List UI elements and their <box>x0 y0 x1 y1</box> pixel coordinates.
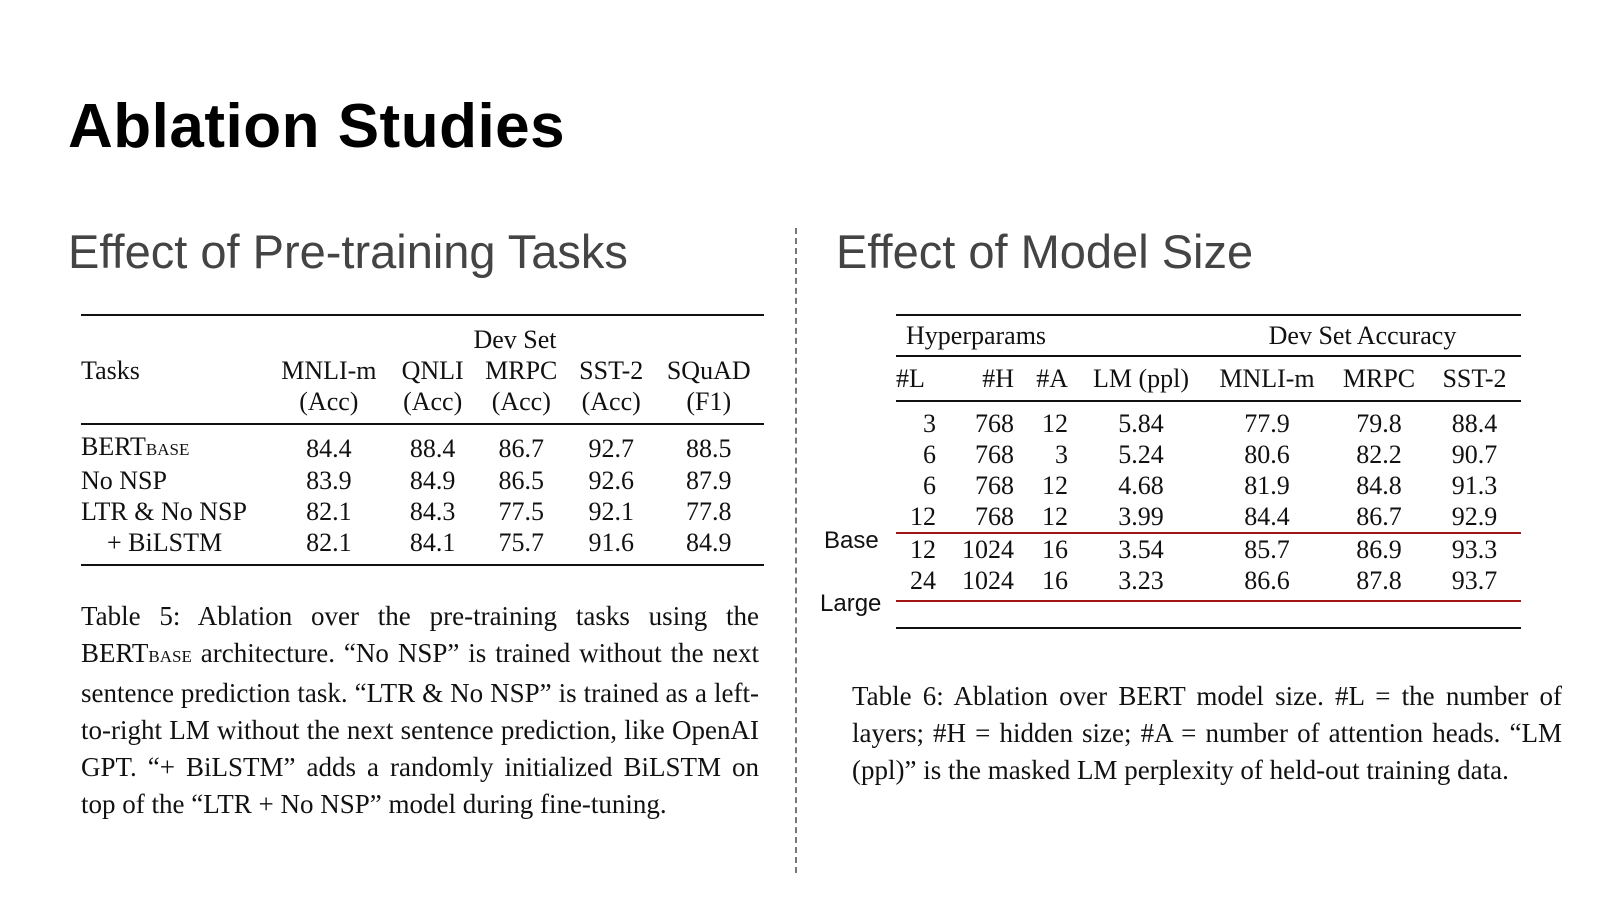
cell: 84.8 <box>1356 471 1402 500</box>
cell: 12 <box>1042 471 1068 500</box>
cell: 5.84 <box>1118 409 1164 438</box>
cell: 84.1 <box>392 527 474 565</box>
column-metric: (Acc) <box>392 386 474 424</box>
column-header: QNLI <box>401 356 464 385</box>
cell: 88.5 <box>685 433 732 463</box>
cell: 81.9 <box>1244 471 1290 500</box>
cell: 79.8 <box>1356 409 1402 438</box>
model-size-ablation-table <box>896 314 1521 602</box>
column-header: MNLI-m <box>281 356 377 385</box>
cell: 92.7 <box>588 433 634 463</box>
cell: 84.9 <box>653 527 764 565</box>
cell: 12 <box>896 501 946 533</box>
table-5-caption: Table 5: Ablation over the pre-training tasks using the BERTBASE architecture. “No NSP” is trained without the next sentence prediction task. “LTR & No NSP” is trained as a left-to-right LM without the next sentence prediction, like OpenAI GPT. “+ BiLSTM” adds a randomly initialized BiLSTM on top of the “LTR + No NSP” model during fine-tuning. <box>81 601 759 819</box>
cell: 91.6 <box>569 527 654 565</box>
cell: 5.24 <box>1118 440 1164 469</box>
column-metric: (Acc) <box>474 386 569 424</box>
table-row <box>81 496 764 527</box>
column-header: LM (ppl) <box>1078 356 1204 401</box>
cell: 24 <box>896 565 946 601</box>
cell: 768 <box>946 501 1024 533</box>
table-row <box>896 439 1521 470</box>
column-header: SQuAD <box>666 356 751 385</box>
cell: 6 <box>923 440 936 469</box>
table-row <box>896 401 1521 439</box>
cell: 88.4 <box>1451 409 1498 438</box>
column-header: #L <box>896 356 946 401</box>
cell: 84.4 <box>1204 501 1330 533</box>
task-name: BERTBASE <box>81 432 190 461</box>
task-name: + BiLSTM <box>81 527 266 565</box>
cell: 86.6 <box>1204 565 1330 601</box>
dev-set-accuracy-header: Dev Set Accuracy <box>1204 315 1521 356</box>
cell: 82.2 <box>1356 440 1402 469</box>
cell: 92.1 <box>588 497 634 526</box>
task-name: LTR & No NSP <box>81 497 247 526</box>
cell: 80.6 <box>1244 440 1290 469</box>
table-row <box>81 424 764 465</box>
cell: 3.54 <box>1118 535 1164 564</box>
cell: 77.8 <box>685 497 732 526</box>
table-bottom-rule <box>896 627 1521 629</box>
cell: 92.9 <box>1428 501 1521 533</box>
hyperparams-header: Hyperparams <box>896 315 1204 356</box>
cell: 82.1 <box>266 527 392 565</box>
dev-set-header: Dev Set <box>473 325 557 354</box>
cell: 86.5 <box>498 466 545 495</box>
cell: 93.7 <box>1428 565 1521 601</box>
column-header: MNLI-m <box>1204 356 1330 401</box>
cell: 87.9 <box>685 466 732 495</box>
column-metric: (F1) <box>653 386 764 424</box>
column-header: MRPC <box>485 356 558 385</box>
cell: 3.23 <box>1078 565 1204 601</box>
column-metric: (Acc) <box>569 386 654 424</box>
cell: 16 <box>1042 535 1068 564</box>
cell: 768 <box>975 440 1014 469</box>
cell: 86.7 <box>498 433 545 463</box>
table-row <box>81 527 764 565</box>
left-section-heading: Effect of Pre-training Tasks <box>68 225 628 278</box>
table-row <box>896 533 1521 565</box>
cell: 86.7 <box>1330 501 1428 533</box>
cell: 86.9 <box>1356 535 1402 564</box>
cell: 768 <box>975 471 1014 500</box>
right-section-heading: Effect of Model Size <box>836 225 1254 278</box>
column-header: SST-2 <box>579 356 644 385</box>
cell: 84.4 <box>306 433 352 463</box>
column-header: SST-2 <box>1428 356 1521 401</box>
cell: 84.3 <box>409 497 456 526</box>
dashed-divider <box>795 228 797 873</box>
cell: 83.9 <box>306 466 352 495</box>
cell: 84.9 <box>409 466 456 495</box>
cell: 82.1 <box>306 497 352 526</box>
cell: 12 <box>1024 501 1078 533</box>
table-row-large <box>896 565 1521 601</box>
large-row-label: Large <box>820 590 882 617</box>
cell: 3 <box>923 409 936 438</box>
cell: 77.5 <box>498 497 545 526</box>
cell: 1024 <box>962 535 1014 564</box>
cell: 3.99 <box>1078 501 1204 533</box>
cell: 91.3 <box>1451 471 1498 500</box>
table-row-base <box>896 501 1521 533</box>
column-metric: (Acc) <box>266 386 392 424</box>
cell: 768 <box>975 409 1014 438</box>
column-header: MRPC <box>1330 356 1428 401</box>
cell: 12 <box>910 535 936 564</box>
table-row <box>81 465 764 496</box>
table-6-caption: Table 6: Ablation over BERT model size. #L = the number of layers; #H = hidden size; #A = number of attention heads. “LM (ppl)” is the masked LM perplexity of held-out training data. <box>852 681 1562 785</box>
cell: 85.7 <box>1244 535 1290 564</box>
cell: 90.7 <box>1451 440 1498 469</box>
cell: 75.7 <box>474 527 569 565</box>
cell: 16 <box>1024 565 1078 601</box>
cell: 92.6 <box>588 466 634 495</box>
cell: 3 <box>1055 440 1068 469</box>
column-header: #H <box>946 356 1024 401</box>
cell: 88.4 <box>409 433 456 463</box>
task-name: No NSP <box>81 466 167 495</box>
base-row-label: Base <box>824 527 879 554</box>
tasks-header: Tasks <box>81 356 140 385</box>
pretraining-ablation-table <box>81 314 764 566</box>
cell: 93.3 <box>1451 535 1498 564</box>
cell: 87.8 <box>1330 565 1428 601</box>
cell: 4.68 <box>1118 471 1164 500</box>
slide-title: Ablation Studies <box>68 92 566 161</box>
cell: 12 <box>1042 409 1068 438</box>
column-header: #A <box>1024 356 1078 401</box>
cell: 6 <box>923 471 936 500</box>
cell: 77.9 <box>1244 409 1290 438</box>
table-row <box>896 470 1521 501</box>
cell: 1024 <box>946 565 1024 601</box>
